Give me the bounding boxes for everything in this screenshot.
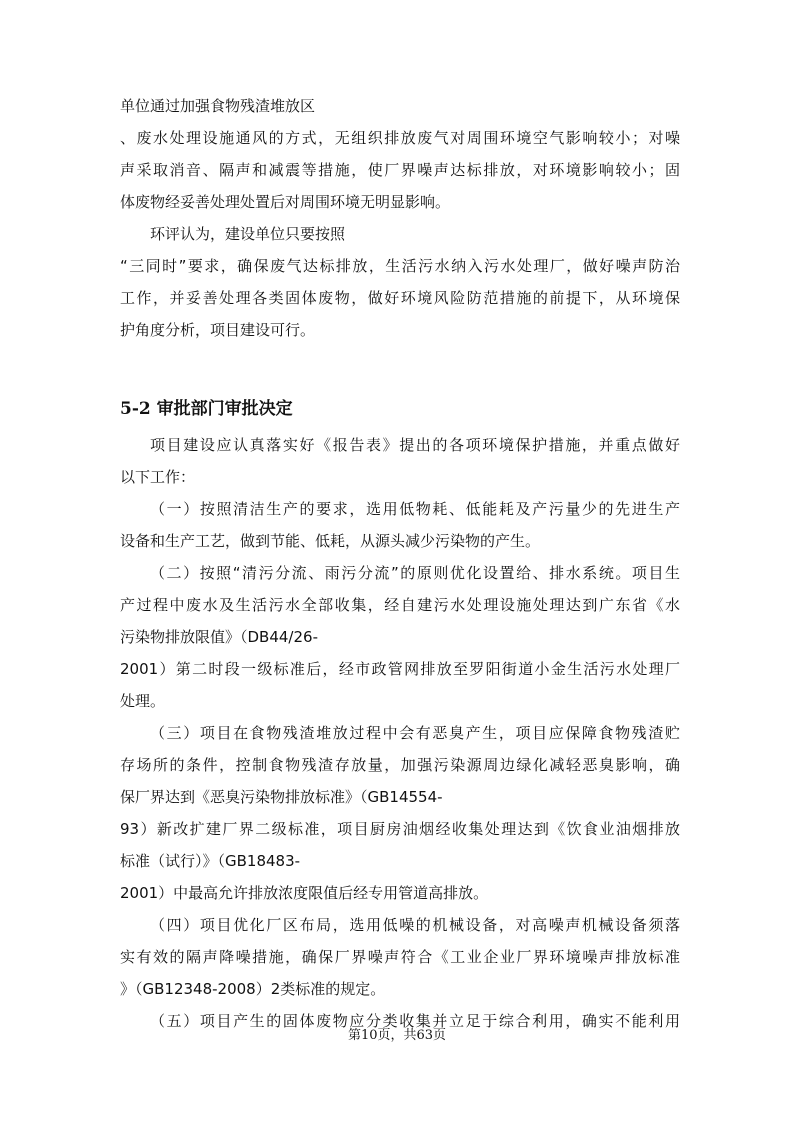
text-line: 标准（试行）》（GB18483- bbox=[120, 852, 301, 870]
text-line: 污染物排放限值》（DB44/26- bbox=[120, 628, 318, 646]
text-line: 项目建设应认真落实好《报告表》提出的各项环境保护措施，并重点做好 bbox=[150, 436, 680, 454]
text-line: （二）按照“清污分流、雨污分流”的原则优化设置给、排水系统。项目生 bbox=[150, 564, 680, 582]
text-line: 护角度分析，项目建设可行。 bbox=[120, 321, 316, 339]
text-line: 以下工作： bbox=[120, 468, 196, 486]
text-line: “三同时”要求，确保废气达标排放，生活污水纳入污水处理厂，做好噪声防治 bbox=[120, 257, 680, 275]
text-line: 单位通过加强食物残渣堆放区 bbox=[120, 97, 316, 115]
text-line: 保厂界达到《恶臭污染物排放标准》（GB14554- bbox=[120, 788, 443, 806]
text-line: 设备和生产工艺，做到节能、低耗，从源头减少污染物的产生。 bbox=[120, 532, 541, 550]
text-line: （三）项目在食物残渣堆放过程中会有恶臭产生，项目应保障食物残渣贮 bbox=[150, 724, 680, 742]
text-line: 93）新改扩建厂界二级标准，项目厨房油烟经收集处理达到《饮食业油烟排放 bbox=[120, 820, 680, 838]
text-line: 存场所的条件，控制食物残渣存放量，加强污染源周边绿化减轻恶臭影响，确 bbox=[120, 756, 680, 774]
text-line: 环评认为，建设单位只要按照 bbox=[150, 225, 346, 243]
text-line: 、废水处理设施通风的方式，无组织排放废气对周围环境空气影响较小；对噪 bbox=[120, 129, 680, 147]
page-number-footer: 第10页，共63页 bbox=[347, 1028, 447, 1043]
text-line: 处理。 bbox=[120, 692, 166, 710]
text-line: （五）项目产生的固体废物应分类收集并立足于综合利用，确实不能利用 bbox=[150, 1012, 680, 1030]
text-line: 实有效的隔声降噪措施，确保厂界噪声符合《工业企业厂界环境噪声排放标准 bbox=[120, 948, 680, 966]
text-line: 声采取消音、隔声和减震等措施，使厂界噪声达标排放，对环境影响较小；固 bbox=[120, 161, 680, 179]
text-line: （四）项目优化厂区布局，选用低噪的机械设备，对高噪声机械设备须落 bbox=[150, 916, 680, 934]
text-line: 2001）中最高允许排放浓度限值后经专用管道高排放。 bbox=[120, 884, 489, 902]
section-heading: 5-2 审批部门审批决定 bbox=[120, 399, 293, 419]
text-line: 》（GB12348-2008）2类标准的规定。 bbox=[120, 980, 386, 998]
text-line: 体废物经妥善处理处置后对周围环境无明显影响。 bbox=[120, 193, 451, 211]
text-line: 产过程中废水及生活污水全部收集，经自建污水处理设施处理达到广东省《水 bbox=[120, 596, 680, 614]
text-line: 2001）第二时段一级标准后，经市政管网排放至罗阳街道小金生活污水处理厂 bbox=[120, 660, 680, 678]
text-line: （一）按照清洁生产的要求，选用低物耗、低能耗及产污量少的先进生产 bbox=[150, 500, 680, 518]
text-line: 工作，并妥善处理各类固体废物，做好环境风险防范措施的前提下，从环境保 bbox=[120, 289, 680, 307]
